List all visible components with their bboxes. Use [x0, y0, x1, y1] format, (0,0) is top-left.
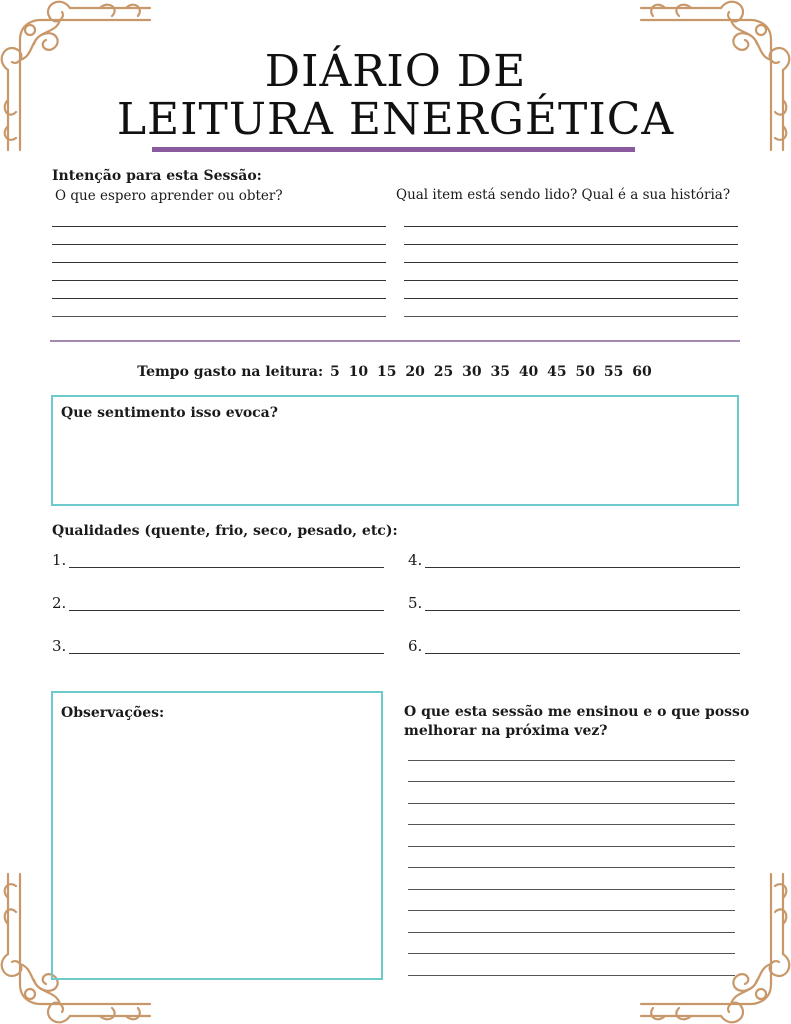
quality-line-3[interactable] — [69, 653, 384, 654]
intention-right-prompt: Qual item está sendo lido? Qual é a sua história? — [396, 187, 731, 203]
feeling-box[interactable] — [51, 395, 739, 506]
writing-line[interactable] — [408, 781, 735, 782]
observations-box[interactable] — [51, 691, 383, 980]
quality-number-5: 5. — [408, 594, 423, 612]
corner-ornament-bottom-right-icon — [636, 869, 791, 1024]
intention-heading: Intenção para esta Sessão: — [52, 168, 262, 184]
intention-left-prompt: O que espero aprender ou obter? — [55, 188, 283, 204]
time-option-45[interactable]: 45 — [547, 364, 567, 380]
lesson-prompt-line-1: O que esta sessão me ensinou e o que posso — [404, 704, 750, 720]
time-option-20[interactable]: 20 — [405, 364, 425, 380]
time-option-10[interactable]: 10 — [348, 364, 369, 380]
quality-number-4: 4. — [408, 551, 423, 569]
page-title-line-2: LEITURA ENERGÉTICA — [116, 94, 675, 145]
writing-line[interactable] — [408, 846, 735, 847]
quality-line-4[interactable] — [425, 567, 740, 568]
writing-line[interactable] — [52, 316, 386, 317]
writing-line[interactable] — [52, 244, 386, 245]
qualities-heading: Qualidades (quente, frio, seco, pesado, etc): — [52, 523, 398, 539]
time-option-60[interactable]: 60 — [632, 364, 652, 380]
time-option-30[interactable]: 30 — [462, 364, 482, 380]
quality-number-6: 6. — [408, 637, 423, 655]
quality-number-3: 3. — [52, 637, 67, 655]
writing-line[interactable] — [52, 280, 386, 281]
writing-line[interactable] — [408, 975, 735, 976]
writing-line[interactable] — [404, 244, 738, 245]
writing-line[interactable] — [404, 262, 738, 263]
title-underline — [152, 147, 635, 152]
quality-line-2[interactable] — [69, 610, 384, 611]
writing-line[interactable] — [52, 226, 386, 227]
writing-line[interactable] — [52, 262, 386, 263]
writing-line[interactable] — [408, 953, 735, 954]
writing-line[interactable] — [404, 316, 738, 317]
time-option-40[interactable]: 40 — [518, 364, 539, 380]
writing-line[interactable] — [408, 889, 735, 890]
time-option-35[interactable]: 35 — [490, 364, 510, 380]
observations-label: Observações: — [61, 705, 165, 721]
writing-line[interactable] — [404, 298, 738, 299]
writing-line[interactable] — [408, 824, 735, 825]
time-option-25[interactable]: 25 — [433, 364, 454, 380]
writing-line[interactable] — [404, 226, 738, 227]
page-title-line-1: DIÁRIO DE — [264, 46, 527, 97]
writing-line[interactable] — [408, 910, 735, 911]
time-spent-label: Tempo gasto na leitura: — [137, 364, 324, 380]
writing-line[interactable] — [408, 760, 735, 761]
writing-line[interactable] — [404, 280, 738, 281]
writing-line[interactable] — [52, 298, 386, 299]
quality-line-5[interactable] — [425, 610, 740, 611]
feeling-label: Que sentimento isso evoca? — [61, 405, 278, 421]
time-option-50[interactable]: 50 — [575, 364, 596, 380]
quality-line-6[interactable] — [425, 653, 740, 654]
section-divider — [50, 340, 740, 342]
time-option-15[interactable]: 15 — [377, 364, 397, 380]
time-option-55[interactable]: 55 — [603, 364, 624, 380]
lesson-prompt-line-2: melhorar na próxima vez? — [404, 723, 608, 739]
writing-line[interactable] — [408, 803, 735, 804]
writing-line[interactable] — [408, 867, 735, 868]
quality-number-1: 1. — [52, 551, 67, 569]
time-option-5[interactable]: 5 — [330, 364, 340, 380]
writing-line[interactable] — [408, 932, 735, 933]
quality-number-2: 2. — [52, 594, 67, 612]
time-spent-row — [0, 364, 791, 380]
quality-line-1[interactable] — [69, 567, 384, 568]
